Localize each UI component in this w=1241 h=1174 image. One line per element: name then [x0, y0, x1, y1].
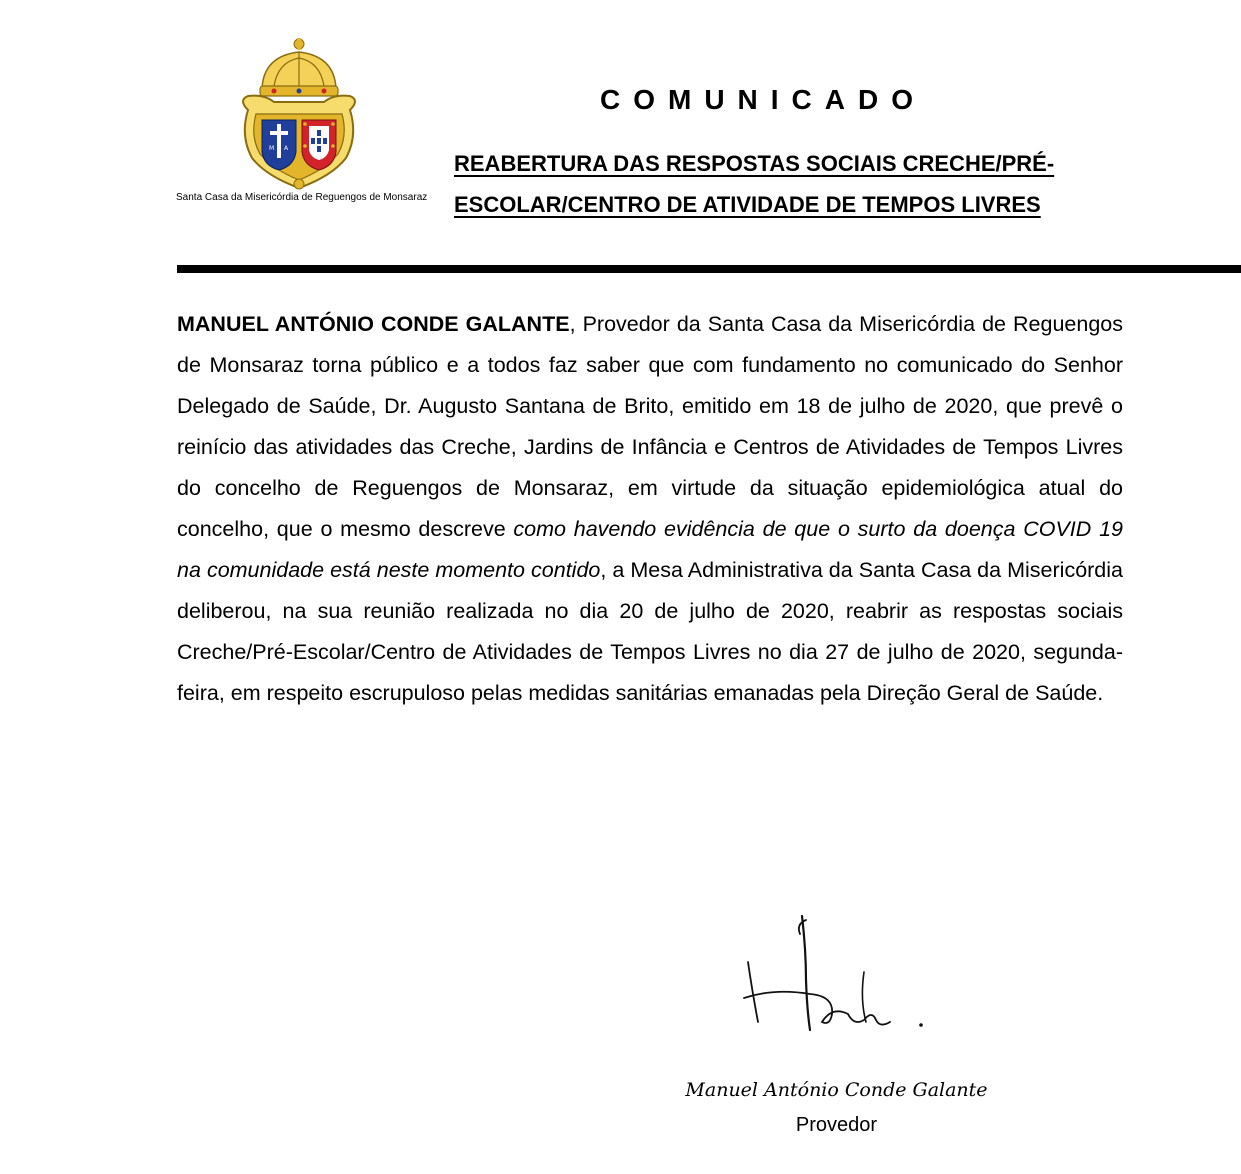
provider-name: MANUEL ANTÓNIO CONDE GALANTE [177, 312, 570, 336]
signatory-name: Manuel António Conde Galante [685, 1079, 988, 1101]
signatory-role: Provedor [795, 1114, 878, 1136]
document-subtitle: REABERTURA DAS RESPOSTAS SOCIAIS CRECHE/PRÉ-ESCOLAR/CENTRO DE ATIVIDADE DE TEMPOS LIVRES [454, 151, 1055, 217]
blue-shield-icon [262, 120, 296, 170]
document-title: COMUNICADO [600, 84, 926, 115]
body-text-part-1: , Provedor da Santa Casa da Misericórdia de Reguengos de Monsaraz torna público e a todos faz saber que com fundamento no comunicado do Senhor Delegado de Saúde, Dr. Augusto Santana de Brito, emitido em 18 de julho de 2020, que prevê o reinício das atividades das Creche, Jardins de Infância e Centros de Atividades de Tempos Livres do concelho de Reguengos de Monsaraz, em virtude da situação epidemiológica atual do concelho, que o mesmo descreve [177, 312, 1123, 541]
body-text-italic: como havendo evidência de que o surto da doença COVID 19 na comunidade está neste momento contido [177, 517, 1123, 582]
portuguese-shield-icon [302, 120, 336, 170]
svg-text:A: A [284, 145, 289, 152]
body-paragraph [177, 304, 1123, 714]
svg-text:M: M [269, 145, 275, 152]
coat-of-arms-logo [234, 36, 364, 194]
body-text-part-2: , a Mesa Administrativa da Santa Casa da Misericórdia deliberou, na sua reunião realizada no dia 20 de julho de 2020, reabrir as respostas sociais Creche/Pré-Escolar/Centro de Atividades de Tempos Livres no dia 27 de julho de 2020, segunda-feira, em respeito escrupuloso pelas medidas sanitárias emanadas pela Direção Geral de Saúde. [177, 558, 1124, 705]
crown-icon [260, 38, 338, 96]
header-divider [177, 265, 1241, 273]
logo-caption: Santa Casa da Misericórdia de Reguengos de Monsaraz [176, 192, 428, 203]
handwritten-signature [714, 910, 934, 1060]
